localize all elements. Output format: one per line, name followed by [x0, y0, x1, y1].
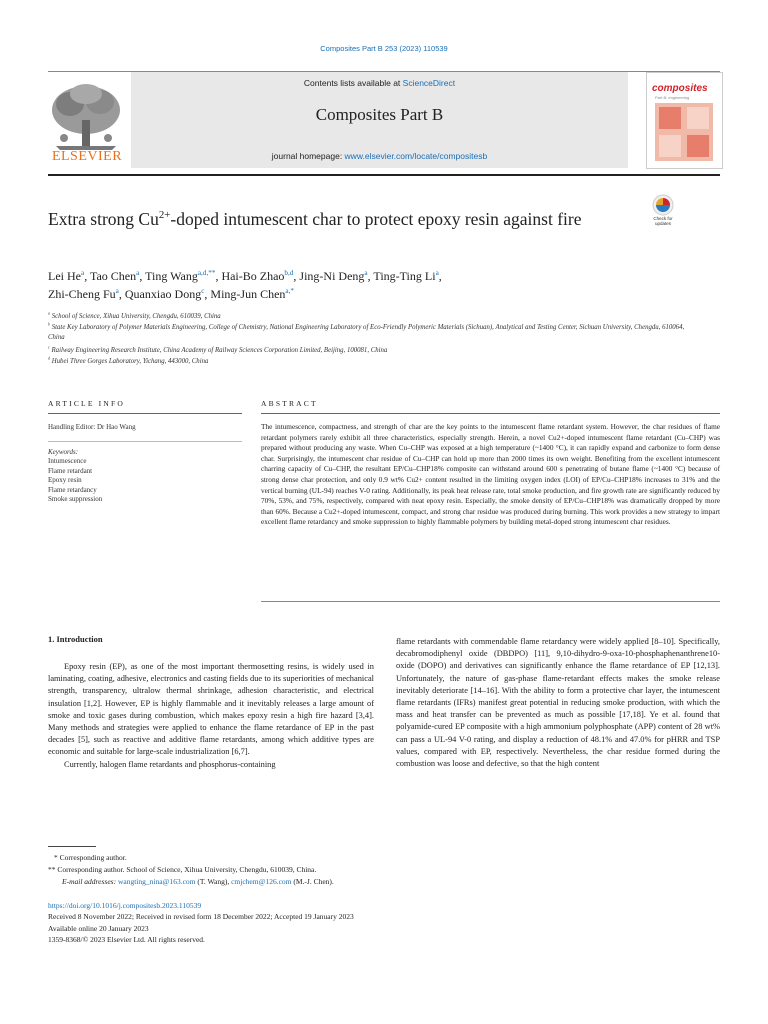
check-for-updates-badge[interactable] [648, 194, 678, 230]
info-divider [48, 441, 242, 442]
author-affiliation-marker[interactable]: c [201, 287, 205, 295]
article-info-rule [48, 413, 242, 414]
author-name[interactable]: Ming-Jun Chen [210, 287, 286, 301]
keyword-item[interactable]: Flame retardancy [48, 485, 97, 494]
keyword-item[interactable]: Intumescence [48, 457, 87, 465]
email-link-wang[interactable]: wangting_nina@163.com [117, 877, 196, 886]
author-name[interactable]: Tao Chen [89, 269, 137, 283]
affiliation-c: $^c$ Railway Engineering Research Institute, China Academy of Railway Sciences Corporation Limited, Beijing, 100081, China [48, 344, 388, 354]
keyword-item[interactable]: Smoke suppression [48, 495, 103, 503]
available-online: Available online 20 January 2023 [48, 923, 149, 933]
abstract-bottom-rule [261, 601, 720, 602]
author-affiliation-marker[interactable]: a,d,** [197, 269, 216, 277]
publication-info [48, 900, 548, 945]
intro-paragraph-2: Currently, halogen flame retardants and phosphorus-containing [64, 759, 276, 769]
received-dates: Received 8 November 2022; Received in revised form 18 December 2022; Accepted 19 January 2023 [48, 912, 354, 922]
affiliation-a: $^a$ School of Science, Xihua University, Chengdu, 610039, China [48, 310, 221, 320]
footnotes [48, 852, 548, 888]
journal-citation-link[interactable]: Composites Part B 253 (2023) 110539 [320, 44, 448, 53]
keyword-item[interactable]: Flame retardant [48, 466, 93, 475]
keyword-item[interactable]: Epoxy resin [48, 476, 82, 484]
email-addresses: E-mail addresses: wangting_nina@163.com (T. Wang), cmjchem@126.com (M.-J. Chen). [62, 877, 334, 886]
author-affiliation-marker[interactable]: a [435, 269, 439, 277]
author-affiliation-marker[interactable]: a [80, 269, 85, 277]
author-name[interactable]: Zhi-Cheng Fu [48, 287, 116, 301]
affiliation-b: $^b$ State Key Laboratory of Polymer Materials Engineering, College of Chemistry, National Engineering Laboratory of Eco-Friendly Polymeric Materials (Sichuan), Analytical and Testing Center, Sichuan University, Chengdu, 610064, China [48, 321, 685, 341]
author-name[interactable]: Jing-Ni Deng [299, 269, 365, 283]
keywords-label: Keywords: [48, 448, 79, 456]
affiliation-d: $^d$ Hubei Three Gorges Laboratory, Yichang, 443000, China [48, 355, 209, 365]
intro-paragraph-1: Epoxy resin (EP), as one of the most important thermosetting resins, is widely used in laminating, coating, adhesive, electronics and casting fields due to its superiorities of mechanical strength, transparency, ultralow thermal shrinkage, adhesion characteristic, and electrical insulation [1,2]. However, EP is highly flammable and it inevitably releases a large amount of smoke and toxic gases during combustion, which makes epoxy resin a high fire hazard [3,4]. Many methods and strategies were applied to enhance the flame retardance of EP in the past decades [5], such as reactive and additive flame retardants, among which additive types are economic and suitable for large-scale industrialization [6,7]. [48, 662, 374, 757]
journal-name: Composites Part B [315, 105, 444, 124]
author-affiliation-marker[interactable]: a,* [285, 287, 294, 295]
email-link-chen[interactable]: cmjchem@126.com [231, 877, 292, 886]
section-heading-introduction: 1. Introduction [48, 634, 103, 644]
corresponding-author-1: * Corresponding author. [54, 853, 127, 862]
intro-left-column [48, 661, 374, 771]
sciencedirect-link[interactable]: ScienceDirect [402, 78, 456, 88]
author-affiliation-marker[interactable]: a [136, 269, 140, 277]
author-affiliation-marker[interactable]: a [115, 287, 119, 295]
corresponding-author-2: ** Corresponding author. School of Science, Xihua University, Chengdu, 610039, China. [48, 865, 317, 874]
doi-link[interactable]: https://doi.org/10.1016/j.compositesb.2023.110539 [48, 901, 202, 910]
header-bottom-rule [48, 174, 720, 176]
author-name[interactable]: Quanxiao Dong [124, 287, 202, 301]
author-name[interactable]: Lei He [48, 269, 81, 283]
abstract-text: The intumescence, compactness, and strength of char are the key points to the intumescent flame retardant system. However, the char residues of flame retardant polymers rarely exhibit all three characteristics, especially strength. Herein, a novel Cu2+-doped intumescent flame retardant (Cu–CHP) was prepared without producing any waste. When Cu–CHP was exposed at a high temperature (~1400 °C), it can rapidly expand and carbonize to form dense char. Surprisingly, the intumescent char residue of Cu–CHP can hold up more than 2000 times its own weight. Benefiting from the excellent intumescent charring capacity of Cu–CHP, the resultant EP/Cu–CHP18% composite can withstand around 600 s penetrating of butane flame (~1400 °C) because of strong dense char protection, and only 0.9 wt% Cu2+ content resulted in the limiting oxygen index (LOI) of EP/Cu–CHP18% increases to 31% and the vertical burning (UL-94) reaches V-0 rating. Additionally, its peak heat release rate, total smoke production, and fire growth rate are significantly reduced by 70%, 53%, and 75%, respectively, compared with neat epoxy resin. Especially, the smoke density of EP/Cu–CHP18% was dramatically dropped by more than 60%. Because a Cu2+-doped intumescent, compact, and strong char residue was produced during burning. This work provides a new strategy to impart excellent flame retardancy and smoke suppression to highly flammable polymers by building metal-doped strong intumescent char residues. [261, 422, 720, 527]
author-name[interactable]: Ting-Ting Li [373, 269, 436, 283]
journal-homepage-link[interactable]: www.elsevier.com/locate/compositesb [344, 151, 488, 161]
abstract-rule [261, 413, 720, 414]
article-info-heading: ARTICLE INFO [48, 399, 125, 408]
keywords-list [48, 457, 102, 505]
cover-subtitle: Part B: engineering [655, 95, 690, 100]
copyright: 1359-8368/© 2023 Elsevier Ltd. All rights reserved. [48, 934, 205, 944]
abstract-heading: ABSTRACT [261, 399, 318, 408]
author-list: Lei He$^a$, Tao Chen$^a$, Ting Wang$^{a,d,**}$, Hai-Bo Zhao$^{b,d}$, Jing-Ni Deng$^a$, Ting-Ting Li$^a$, Zhi-Cheng Fu$^a$, Quanxiao Dong$^c$, Ming-Jun Chen$^{a,*}$ [48, 269, 442, 301]
cover-artwork [655, 103, 713, 161]
cover-title: composites [652, 83, 708, 94]
intro-paragraph-3: flame retardants with commendable flame retardancy were widely applied [8–10]. Specifically, decabromodiphenyl oxide (DBDPO) [11], 9,10-dihydro-9-oxa-10-phosphaphenanthrene10-oxide (DOPO) and derivatives can significantly enhance the flame retardance of EP [12,13]. Unfortunately, the nature of gas-phase flame-retardant effects makes the smoke release inevitably deteriorate [14–16]. With the ability to form a protective char layer, the intumescent flame retardants (IFRs) manifest great potential in reducing smoke production, with which the mass and heat transfer can be prevented as much as possible [17,18]. Ye et al. found that polyamide-cured EP composite with a high ammonium polyphosphate (APP) content of 28 wt% can pass a UL-94 V-0 rating, and display a reduction of 48.1% and 47.0% for pHRR and TSP values, compared with EP, respectively. Nevertheless, the char residue formed during the combustion was loose and defective, so that the high content [396, 637, 720, 769]
handling-editor: Handling Editor: Dr Hao Wang [48, 423, 136, 431]
check-updates-label: Check for updates [653, 216, 673, 226]
elsevier-wordmark: ELSEVIER [51, 149, 123, 164]
check-updates-icon [648, 194, 678, 216]
article-title: Extra strong $Cu^{2+}$-doped intumescent char to protect epoxy resin against fire [48, 209, 582, 229]
journal-homepage-line: journal homepage: www.elsevier.com/locate/compositesb [271, 151, 488, 161]
author-affiliation-marker[interactable]: a [364, 269, 368, 277]
contents-available-line: Contents lists available at ScienceDirect [303, 78, 456, 88]
author-name[interactable]: Ting Wang [145, 269, 198, 283]
journal-cover-image[interactable] [646, 72, 723, 169]
author-name[interactable]: Hai-Bo Zhao [221, 269, 285, 283]
author-affiliation-marker[interactable]: b,d [284, 269, 294, 277]
intro-right-column [396, 636, 720, 770]
footnote-rule [48, 846, 96, 847]
